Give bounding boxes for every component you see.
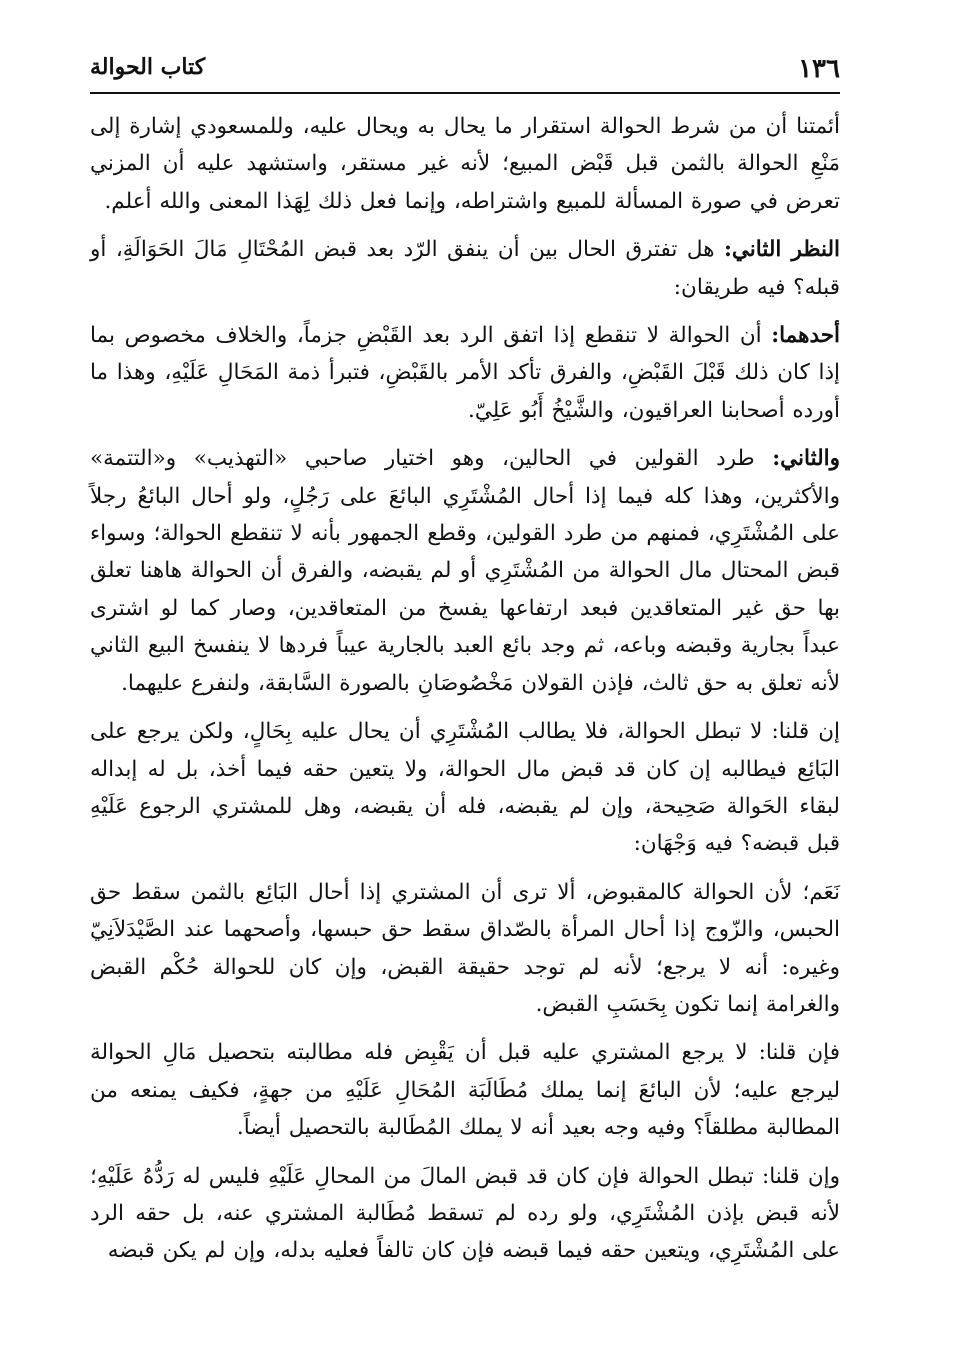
paragraph (90, 874, 840, 1024)
paragraph (90, 108, 840, 220)
paragraph-text: هل تفترق الحال بين أن ينفق الرّد بعد قبض المُحْتَالِ مَالَ الحَوَالَةِ، أو قبله؟ فيه طريقان: (90, 237, 840, 300)
paragraph-text: فإن قلنا: لا يرجع المشتري عليه قبل أن يَقْبِض فله مطالبته بتحصيل مَالِ الحوالة ليرجع عليه؛ لأن البائعَ إنما يملك مُطَالَبَة المُحَالِ عَلَيْهِ من جهةٍ، فكيف يمنعه من المطالبة مطلقاً؟ وفيه وجه بعيد أنه لا يملك المُطَالبة بالتحصيل أيضاً. (90, 1040, 840, 1141)
page-number: ١٣٦ (798, 54, 840, 84)
paragraph-text: أن الحوالة لا تنقطع إذا اتفق الرد بعد القَبْضِ جزماً، والخلاف مخصوص بما إذا كان ذلك قَبْلَ القَبْضِ، والفرق تأكد الأمر بالقَبْضِ، فتبرأ ذمة المَحَالِ عَلَيْهِ، وهذا ما أورده أصحابنا العراقيون، والشَّيْخُ أَبُو عَلِيّ. (90, 323, 840, 423)
paragraph (90, 440, 840, 702)
book-title: كتاب الحوالة (90, 54, 206, 80)
paragraph (90, 1158, 840, 1270)
book-page (90, 40, 840, 1281)
paragraph-lead: النظر الثاني: (723, 237, 840, 263)
paragraph (90, 1034, 840, 1146)
paragraph-text: وإن قلنا: تبطل الحوالة فإن كان قد قبض المالَ من المحالِ عَلَيْهِ فليس له رَدُّهُ عَلَيْهِ؛ لأنه قبض بإذن المُشْتَرِي، ولو رده لم تسقط مُطَالبة المشتري عنه، بل حقه الرد على المُشْتَرِي، ويتعين حقه فيما قبضه فإن كان تالفاً فعليه بدله، وإن لم يكن قبضه (90, 1163, 840, 1264)
running-header (90, 40, 840, 94)
paragraph-lead: والثاني: (772, 446, 840, 472)
paragraph-lead: أحدهما: (771, 323, 840, 349)
paragraph (90, 317, 840, 429)
paragraph-text: أئمتنا أن من شرط الحوالة استقرار ما يحال به ويحال عليه، وللمسعودي إشارة إلى مَنْعِ الحوالة بالثمن قبل قَبْض المبيع؛ لأنه غير مستقر، واستشهد عليه أن المزني تعرض في صورة المسألة للمبيع واشتراطه، وإنما فعل ذلك لِهَذا المعنى والله أعلم. (90, 114, 840, 214)
paragraph-text: نَعَم؛ لأن الحوالة كالمقبوض، ألا ترى أن المشتري إذا أحال البَائِع بالثمن سقط حق الحبس، والزّوج إذا أحال المرأة بالصّداق سقط حق حبسها، وأصحهما عند الصَّيْدَلاَنِيّ وغيره: أنه لا يرجع؛ لأنه لم توجد حقيقة القبض، وإن كان للحوالة حُكْم القبض والغرامة إنما تكون بِحَسَبِ القبض. (90, 879, 840, 1017)
paragraph-text: طرد القولين في الحالين، وهو اختيار صاحبي «التهذيب» و«التتمة» والأكثرين، وهذا كله فيما إذا أحال المُشْتَرِي البائعَ على رَجُلٍ، ولو أحال البائعُ رجلاً على المُشْتَرِي، فمنهم من طرد القولين، وقطع الجمهور بأنه لا تنقطع الحوالة؛ وسواء قبض المحتال مال الحوالة من المُشْتَرِي أو لم يقبضه، والفرق أن الحوالة هاهنا تعلق بها حق غير المتعاقدين فبعد ارتفاعها يفسخ من المتعاقدين، وصار كما لو اشترى عبداً بجارية وقبضه وباعه، ثم وجد بائع العبد بالجارية عيباً فردها لا ينفسخ البيع الثاني لأنه تعلق به حق ثالث، فإذن القولان مَخْصُوصَانِ بالصورة السَّابقة، ولنفرع عليهما. (90, 446, 840, 696)
body-text (90, 108, 840, 1270)
paragraph (90, 713, 840, 863)
paragraph-text: إن قلنا: لا تبطل الحوالة، فلا يطالب المُشْتَرِي أن يحال عليه بِحَالٍ، ولكن يرجع على البَائِع فيطالبه إن كان قد قبض مال الحوالة، ولا يتعين حقه فيما أخذ، بل له إبداله لبقاء الحَوالة صَحِيحة، وإن لم يقبضه، فله أن يقبضه، وهل للمشتري الرجوع عَلَيْهِ قبل قبضه؟ فيه وَجْهَان: (90, 719, 840, 857)
paragraph (90, 231, 840, 306)
